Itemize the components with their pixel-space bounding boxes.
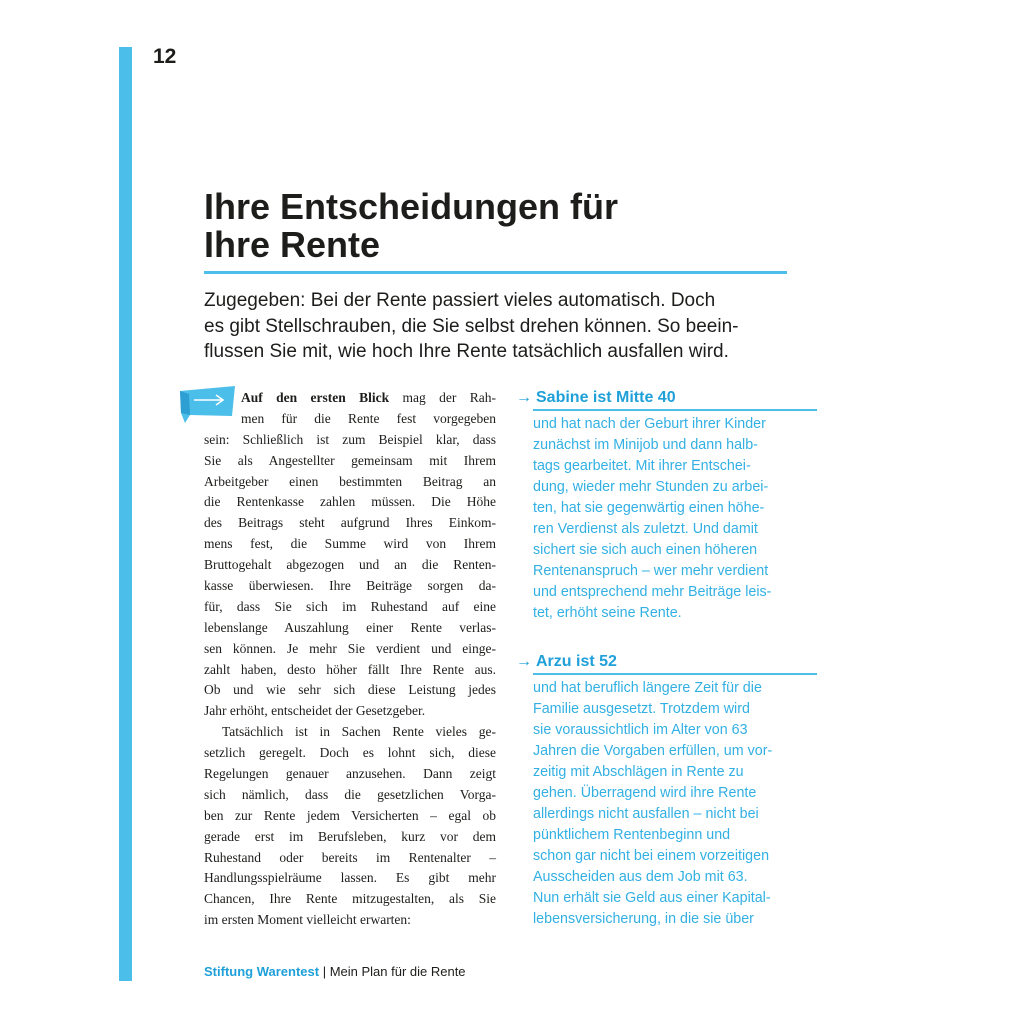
example-line: und hat beruflich längere Zeit für die xyxy=(533,680,762,696)
example-line: tags gearbeitet. Mit ihrer Entschei- xyxy=(533,458,751,474)
example-heading-text: Arzu ist 52 xyxy=(536,653,617,670)
example-line: zeitig mit Abschlägen in Rente zu xyxy=(533,764,744,780)
chapter-title-line: Ihre Entscheidungen für xyxy=(204,186,619,227)
example-arzu xyxy=(516,652,806,930)
body-line: Ob und wie sehr sich diese Leistung jedes xyxy=(204,682,496,698)
chapter-title xyxy=(204,188,804,264)
body-line: die Rentenkasse zahlen müssen. Die Höhe xyxy=(204,494,496,510)
example-rule xyxy=(533,673,817,675)
body-line: Sie als Angestellter gemeinsam mit Ihrem xyxy=(204,452,496,468)
body-line: für, dass Sie sich im Ruhestand auf eine xyxy=(204,598,496,614)
page-number: 12 xyxy=(153,45,177,68)
body-line: mens fest, die Summe wird von Ihrem xyxy=(204,536,496,552)
body-line: kasse überwiesen. Ihre Beiträge sorgen da- xyxy=(204,578,496,594)
example-line: Rentenanspruch – wer mehr verdient xyxy=(533,563,769,579)
example-line: lebensversicherung, in die sie über xyxy=(533,911,754,927)
example-heading xyxy=(516,388,806,408)
body-line: sich nämlich, dass die gesetzlichen Vorga- xyxy=(204,786,496,802)
example-line: sie voraussichtlich im Alter von 63 xyxy=(533,722,748,738)
example-heading xyxy=(516,652,806,672)
body-line: sen können. Je mehr Sie verdient und einge- xyxy=(204,640,496,656)
example-line: schon gar nicht bei einem vorzeitigen xyxy=(533,848,770,864)
body-line: Chancen, Ihre Rente mitzugestalten, als Sie xyxy=(204,891,496,907)
footer-separator: | xyxy=(319,964,330,979)
example-line: sichert sie sich auch einen höheren xyxy=(533,542,758,558)
example-line: tet, erhöht seine Rente. xyxy=(533,605,682,621)
intro-line: flussen Sie mit, wie hoch Ihre Rente tatsächlich ausfallen wird. xyxy=(204,341,729,362)
body-line: Tatsächlich ist in Sachen Rente vieles ge- xyxy=(222,724,496,740)
example-line: pünktlichem Rentenbeginn und xyxy=(533,827,731,843)
example-line: Familie ausgesetzt. Trotzdem wird xyxy=(533,701,750,717)
example-line: ren Verdienst als zuletzt. Und damit xyxy=(533,521,758,537)
example-sabine xyxy=(516,388,806,624)
footer-book-title: Mein Plan für die Rente xyxy=(329,964,466,979)
body-line: sein: Schließlich ist zum Beispiel klar, dass xyxy=(204,431,496,447)
body-line: ben zur Rente jedem Versicherten – egal ob xyxy=(204,807,496,823)
body-line: Bruttogehalt abgezogen und an die Renten- xyxy=(204,557,496,573)
accent-bar xyxy=(119,47,132,981)
body-line: setzlich geregelt. Doch es lohnt sich, diese xyxy=(204,745,496,761)
example-text xyxy=(533,414,806,624)
body-line: des Beitrags steht aufgrund Ihres Einkom- xyxy=(204,515,496,531)
example-line: gehen. Überragend wird ihre Rente xyxy=(533,785,757,801)
body-line: im ersten Moment vielleicht erwarten: xyxy=(204,912,411,928)
page-footer xyxy=(204,963,466,981)
arrow-right-icon: → xyxy=(516,389,532,406)
example-line: ten, hat sie gegenwärtig einen höhe- xyxy=(533,500,765,516)
example-text xyxy=(533,678,806,930)
intro-line: es gibt Stellschrauben, die Sie selbst drehen können. So beein- xyxy=(204,315,739,337)
example-line: allerdings nicht ausfallen – nicht bei xyxy=(533,806,759,822)
body-line: men für die Rente fest vorgegeben xyxy=(241,410,496,426)
body-line: Ruhestand oder bereits im Rentenalter – xyxy=(204,849,496,865)
example-line: Jahren die Vorgaben erfüllen, um vor- xyxy=(533,743,773,759)
body-line: zahlt haben, desto höher fällt Ihre Rente aus. xyxy=(204,661,496,677)
body-line: Regelungen genauer anzusehen. Dann zeigt xyxy=(204,766,496,782)
example-line: zunächst im Minijob und dann halb- xyxy=(533,437,758,453)
body-line: lebenslange Auszahlung einer Rente verlas- xyxy=(204,619,496,635)
title-rule xyxy=(204,271,787,274)
example-line: und entsprechend mehr Beiträge leis- xyxy=(533,584,772,600)
body-line: Jahr erhöht, entscheidet der Gesetzgeber. xyxy=(204,703,426,719)
body-lead-line xyxy=(241,388,496,409)
lead-rest: mag der Rah- xyxy=(389,390,496,405)
footer-brand: Stiftung Warentest xyxy=(204,964,320,979)
example-line: dung, wieder mehr Stunden zu arbei- xyxy=(533,479,769,495)
body-line: Handlungsspielräume lassen. Es gibt mehr xyxy=(204,870,496,886)
example-line: Nun erhält sie Geld aus einer Kapital- xyxy=(533,890,771,906)
body-line: Arbeitgeber einen bestimmten Beitrag an xyxy=(204,473,496,489)
intro-line: Zugegeben: Bei der Rente passiert vieles automatisch. Doch xyxy=(204,290,716,311)
chapter-title-line: Ihre Rente xyxy=(204,224,381,265)
example-rule xyxy=(533,409,817,411)
example-line: und hat nach der Geburt ihrer Kinder xyxy=(533,416,766,432)
body-column xyxy=(204,388,496,931)
example-line: Ausscheiden aus dem Job mit 63. xyxy=(533,869,748,885)
example-heading-text: Sabine ist Mitte 40 xyxy=(536,389,676,406)
body-line: gerade erst im Berufsleben, kurz vor dem xyxy=(204,828,496,844)
lead-bold: Auf den ersten Blick xyxy=(241,390,390,405)
arrow-right-icon: → xyxy=(516,653,532,670)
intro-text xyxy=(204,288,804,365)
